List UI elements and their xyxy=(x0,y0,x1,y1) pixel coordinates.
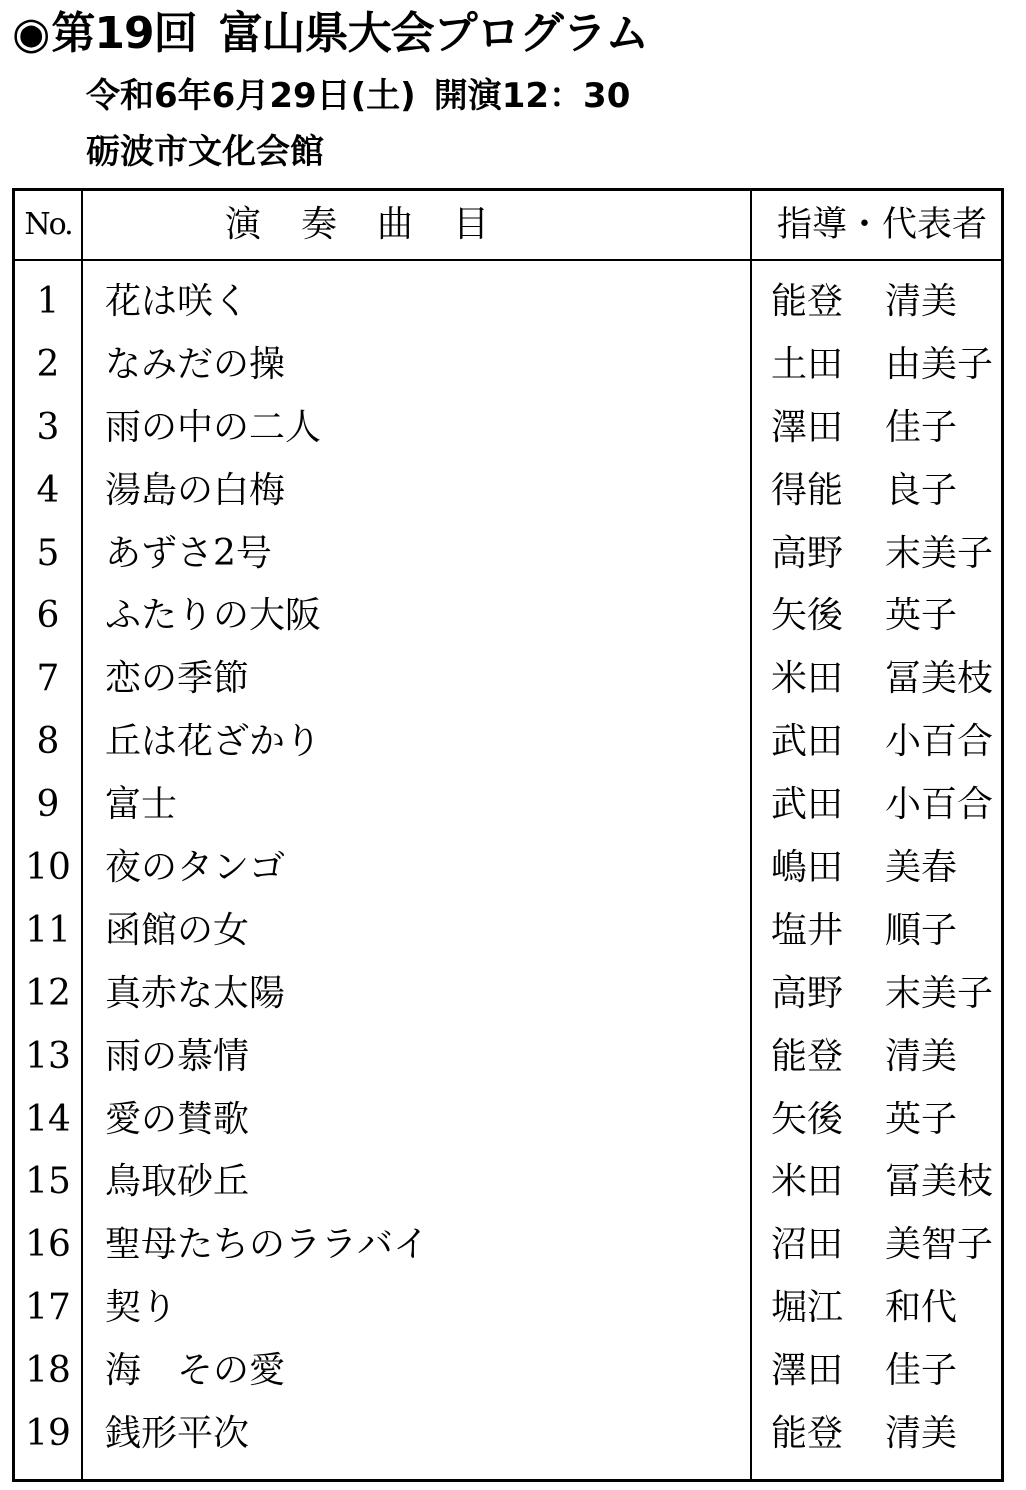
title-edition: 第19回 xyxy=(51,8,197,59)
leader-given-name: 冨美枝 xyxy=(885,658,994,700)
leader-surname: 矢後 xyxy=(771,595,844,637)
song-title: 海 その愛 xyxy=(105,1350,286,1392)
song-title: 花は咲く xyxy=(105,281,250,322)
leader-surname: 米田 xyxy=(771,658,844,700)
table-row xyxy=(15,1340,1001,1403)
song-title: 真赤な太陽 xyxy=(105,972,286,1014)
program-title xyxy=(12,6,648,62)
table-row xyxy=(15,1214,1001,1277)
song-title: 夜のタンゴ xyxy=(105,847,286,889)
table-row xyxy=(15,963,1001,1026)
table-row xyxy=(15,1277,1001,1340)
song-title: 聖母たちのララバイ xyxy=(105,1224,430,1266)
leader-surname: 武田 xyxy=(771,784,844,826)
table-row xyxy=(15,711,1001,774)
table-row xyxy=(15,1403,1001,1466)
table-row xyxy=(15,774,1001,837)
song-title: ふたりの大阪 xyxy=(105,595,322,637)
table-row xyxy=(15,397,1001,460)
table-row xyxy=(15,648,1001,711)
row-number: 1 xyxy=(36,281,60,322)
row-number: 10 xyxy=(25,847,71,889)
table-row xyxy=(15,585,1001,648)
leader-surname: 澤田 xyxy=(771,1350,844,1392)
leader-given-name: 英子 xyxy=(885,1098,958,1140)
table-row xyxy=(15,1026,1001,1089)
leader-given-name: 良子 xyxy=(885,469,958,511)
leader-given-name: 清美 xyxy=(885,1413,958,1455)
song-title: あずさ2号 xyxy=(105,532,272,574)
song-title: 雨の慕情 xyxy=(105,1035,250,1077)
leader-given-name: 由美子 xyxy=(885,343,994,385)
song-title: なみだの操 xyxy=(105,343,286,385)
leader-surname: 得能 xyxy=(771,469,844,511)
title-event: 富山県大会プログラム xyxy=(218,8,649,59)
row-number: 2 xyxy=(36,343,60,385)
leader-given-name: 和代 xyxy=(885,1287,958,1329)
leader-surname: 嶋田 xyxy=(771,847,844,889)
leader-surname: 高野 xyxy=(771,532,844,574)
leader-surname: 塩井 xyxy=(771,909,844,951)
leader-given-name: 美春 xyxy=(885,847,958,889)
song-title: 函館の女 xyxy=(105,909,250,951)
row-number: 8 xyxy=(36,721,60,763)
row-number: 15 xyxy=(25,1161,71,1203)
table-row xyxy=(15,1151,1001,1214)
row-number: 19 xyxy=(25,1413,71,1455)
song-title: 契り xyxy=(105,1287,178,1329)
leader-given-name: 順子 xyxy=(885,909,958,951)
row-number: 9 xyxy=(36,784,60,826)
row-number: 5 xyxy=(36,532,60,574)
leader-surname: 矢後 xyxy=(771,1098,844,1140)
row-number: 13 xyxy=(25,1035,71,1077)
leader-surname: 米田 xyxy=(771,1161,844,1203)
row-number: 12 xyxy=(25,972,71,1014)
program-rows xyxy=(15,271,1001,1466)
column-header-leader: 指導・代表者 xyxy=(777,205,988,245)
leader-given-name: 冨美枝 xyxy=(885,1161,994,1203)
row-number: 4 xyxy=(36,469,60,511)
song-title: 雨の中の二人 xyxy=(105,406,322,448)
table-row xyxy=(15,837,1001,900)
leader-given-name: 末美子 xyxy=(885,532,994,574)
leader-given-name: 美智子 xyxy=(885,1224,994,1266)
leader-surname: 澤田 xyxy=(771,406,844,448)
song-title: 鳥取砂丘 xyxy=(105,1161,250,1203)
leader-given-name: 清美 xyxy=(885,281,958,322)
song-title: 富士 xyxy=(105,784,178,826)
row-number: 17 xyxy=(25,1287,71,1329)
column-header-no: No. xyxy=(24,207,72,242)
table-row xyxy=(15,271,1001,334)
leader-surname: 武田 xyxy=(771,721,844,763)
song-title: 愛の賛歌 xyxy=(105,1098,250,1140)
row-number: 7 xyxy=(36,658,60,700)
leader-surname: 能登 xyxy=(771,1413,844,1455)
event-date: 令和6年6月29日(土) xyxy=(86,76,416,116)
bullet-mark: ◉ xyxy=(12,8,50,59)
row-number: 14 xyxy=(25,1098,71,1140)
row-number: 18 xyxy=(25,1350,71,1392)
leader-surname: 能登 xyxy=(771,281,844,322)
leader-given-name: 小百合 xyxy=(885,784,994,826)
leader-given-name: 末美子 xyxy=(885,972,994,1014)
song-title: 銭形平次 xyxy=(105,1413,250,1455)
column-header-song: 演奏曲目 xyxy=(225,204,530,245)
song-title: 丘は花ざかり xyxy=(105,721,322,763)
start-time: 開演12：30 xyxy=(433,76,631,116)
row-number: 6 xyxy=(36,595,60,637)
leader-given-name: 佳子 xyxy=(885,406,958,448)
leader-surname: 沼田 xyxy=(771,1224,844,1266)
table-row xyxy=(15,523,1001,586)
table-row xyxy=(15,1089,1001,1152)
row-number: 16 xyxy=(25,1224,71,1266)
leader-surname: 能登 xyxy=(771,1035,844,1077)
venue: 砺波市文化会館 xyxy=(86,132,324,172)
event-date-line xyxy=(86,74,630,118)
leader-surname: 高野 xyxy=(771,972,844,1014)
song-title: 恋の季節 xyxy=(105,658,250,700)
leader-given-name: 清美 xyxy=(885,1035,958,1077)
song-title: 湯島の白梅 xyxy=(105,469,286,511)
header-divider xyxy=(15,259,1001,261)
leader-given-name: 英子 xyxy=(885,595,958,637)
table-row xyxy=(15,334,1001,397)
leader-given-name: 佳子 xyxy=(885,1350,958,1392)
table-row xyxy=(15,900,1001,963)
table-row xyxy=(15,460,1001,523)
leader-surname: 堀江 xyxy=(771,1287,844,1329)
row-number: 11 xyxy=(25,909,71,951)
program-table xyxy=(12,188,1004,1482)
leader-surname: 土田 xyxy=(771,343,844,385)
row-number: 3 xyxy=(36,406,60,448)
leader-given-name: 小百合 xyxy=(885,721,994,763)
